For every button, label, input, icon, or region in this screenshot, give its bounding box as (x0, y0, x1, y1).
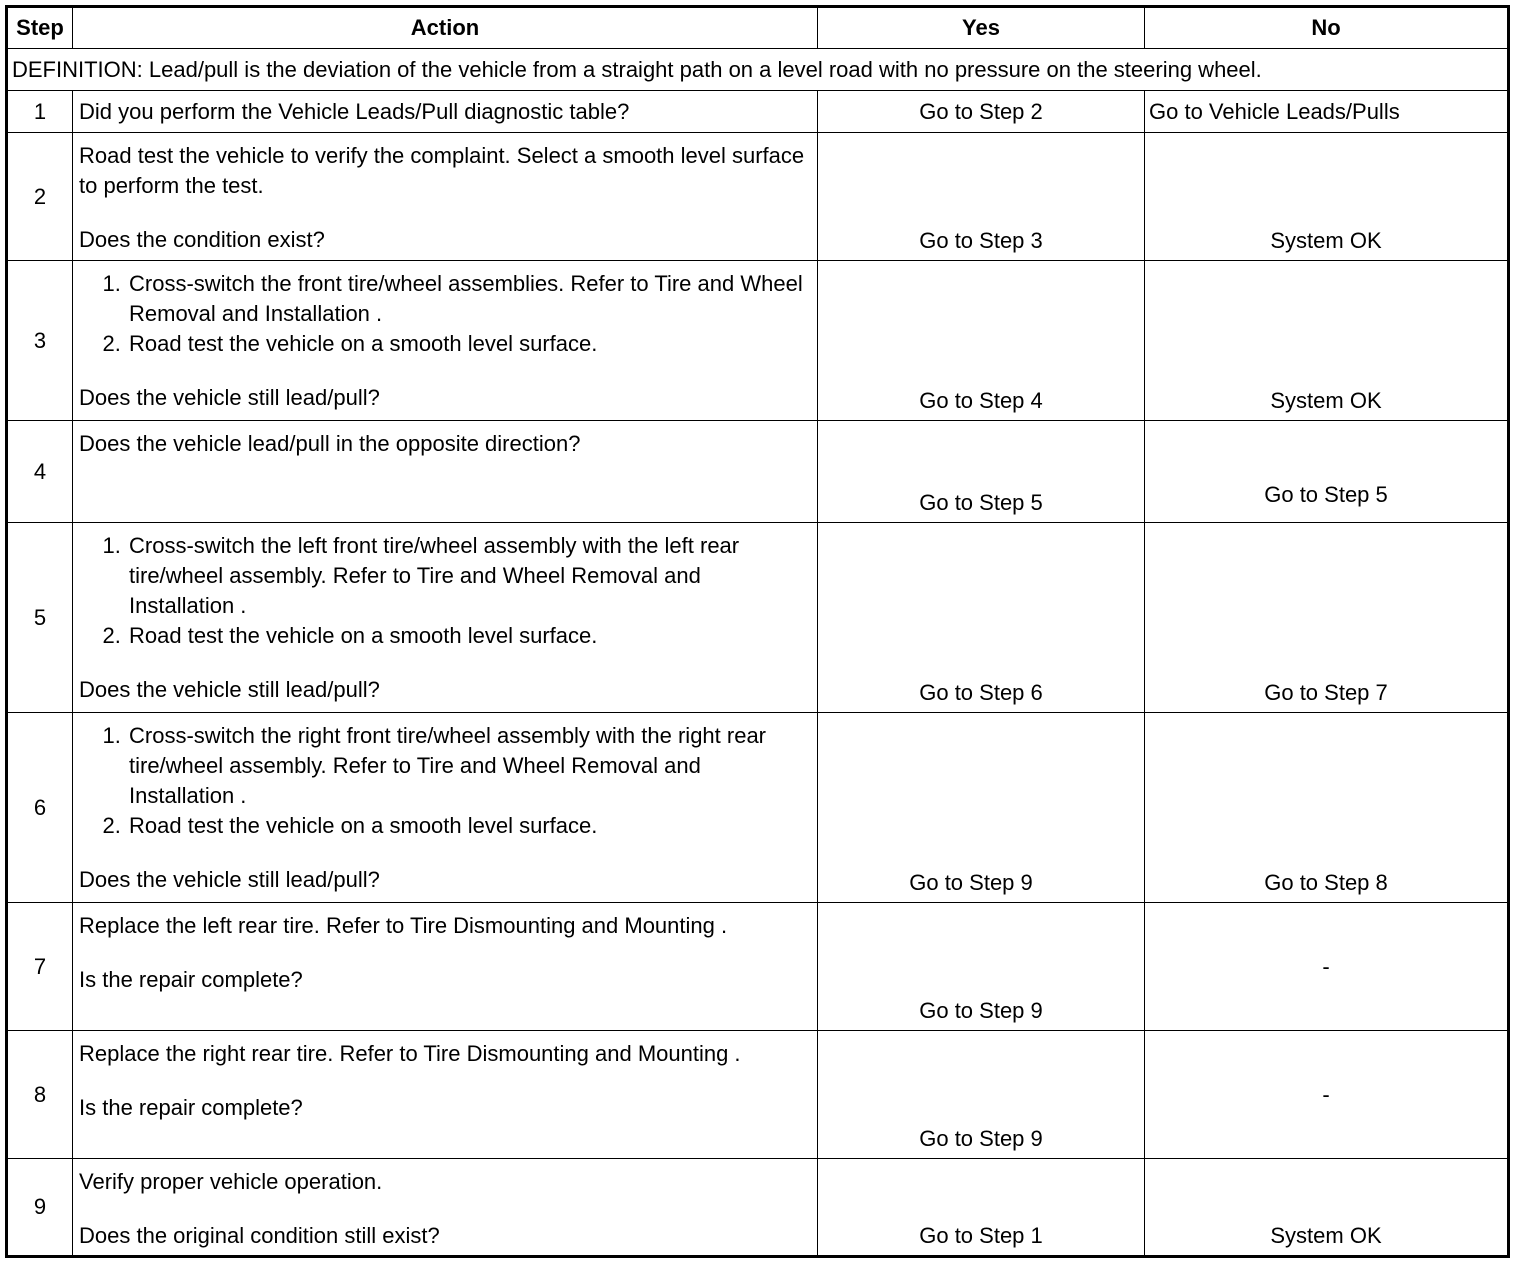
step-number: 8 (7, 1031, 73, 1159)
header-yes: Yes (818, 7, 1145, 49)
no-result: - (1145, 1031, 1509, 1159)
action-question: Does the vehicle still lead/pull? (79, 385, 380, 410)
action-text: Replace the right rear tire. Refer to Tire Dismounting and Mounting . (79, 1041, 741, 1066)
step-number: 6 (7, 713, 73, 903)
step-number: 2 (7, 133, 73, 261)
list-item: 2. Road test the vehicle on a smooth level surface. (127, 621, 811, 651)
no-result: Go to Step 5 (1145, 421, 1509, 523)
list-item: 2. Road test the vehicle on a smooth level surface. (127, 329, 811, 359)
table-row (7, 1159, 1509, 1257)
action-question: Does the vehicle still lead/pull? (79, 677, 380, 702)
list-item: 1. Cross-switch the front tire/wheel assemblies. Refer to Tire and Wheel Removal and Installation . (127, 269, 811, 329)
header-no: No (1145, 7, 1509, 49)
action-text: Replace the left rear tire. Refer to Tire Dismounting and Mounting . (79, 913, 728, 938)
definition-text: DEFINITION: Lead/pull is the deviation of the vehicle from a straight path on a level road with no pressure on the steering wheel. (7, 49, 1509, 91)
table-row (7, 523, 1509, 713)
action-cell (73, 133, 818, 261)
action-text: Verify proper vehicle operation. (79, 1169, 383, 1194)
yes-result: Go to Step 1 (818, 1159, 1145, 1257)
action-cell (73, 261, 818, 421)
definition-row (7, 49, 1509, 91)
step-number: 1 (7, 91, 73, 133)
action-cell (73, 713, 818, 903)
table-row (7, 903, 1509, 1031)
table-row (7, 1031, 1509, 1159)
no-result: System OK (1145, 1159, 1509, 1257)
no-result: System OK (1145, 261, 1509, 421)
no-result: Go to Step 7 (1145, 523, 1509, 713)
action-question: Is the repair complete? (79, 967, 303, 992)
action-question: Is the repair complete? (79, 1095, 303, 1120)
no-result: - (1145, 903, 1509, 1031)
action-cell (73, 523, 818, 713)
list-item: 1. Cross-switch the left front tire/wheel assembly with the left rear tire/wheel assembly. Refer to Tire and Wheel Removal and Installation . (127, 531, 811, 621)
step-number: 3 (7, 261, 73, 421)
yes-result: Go to Step 9 (818, 1031, 1145, 1159)
yes-result: Go to Step 9 (818, 713, 1145, 903)
action-list (79, 269, 811, 359)
table-row (7, 421, 1509, 523)
header-action: Action (73, 7, 818, 49)
action-cell (73, 903, 818, 1031)
action-text: Did you perform the Vehicle Leads/Pull diagnostic table? (73, 91, 818, 133)
yes-result: Go to Step 2 (818, 91, 1145, 133)
list-item: 1. Cross-switch the right front tire/wheel assembly with the right rear tire/wheel assembly. Refer to Tire and Wheel Removal and Installation . (127, 721, 811, 811)
yes-result: Go to Step 4 (818, 261, 1145, 421)
action-question: Does the condition exist? (79, 227, 325, 252)
step-number: 5 (7, 523, 73, 713)
no-result: Go to Vehicle Leads/Pulls (1145, 91, 1509, 133)
yes-result: Go to Step 6 (818, 523, 1145, 713)
action-question: Does the original condition still exist? (79, 1223, 440, 1248)
action-cell (73, 1159, 818, 1257)
list-item: 2. Road test the vehicle on a smooth level surface. (127, 811, 811, 841)
header-row (7, 7, 1509, 49)
action-list (79, 531, 811, 651)
action-text: Does the vehicle lead/pull in the opposite direction? (73, 421, 818, 523)
action-question: Does the vehicle still lead/pull? (79, 867, 380, 892)
table-row (7, 713, 1509, 903)
action-list (79, 721, 811, 841)
action-text: Road test the vehicle to verify the complaint. Select a smooth level surface to perform the test. (79, 143, 805, 198)
step-number: 9 (7, 1159, 73, 1257)
yes-result: Go to Step 5 (818, 421, 1145, 523)
header-step: Step (7, 7, 73, 49)
table-row (7, 91, 1509, 133)
step-number: 7 (7, 903, 73, 1031)
step-number: 4 (7, 421, 73, 523)
action-cell (73, 1031, 818, 1159)
diagnostic-table (5, 5, 1510, 1258)
no-result: Go to Step 8 (1145, 713, 1509, 903)
yes-result: Go to Step 9 (818, 903, 1145, 1031)
table-row (7, 133, 1509, 261)
no-result: System OK (1145, 133, 1509, 261)
table-row (7, 261, 1509, 421)
yes-result: Go to Step 3 (818, 133, 1145, 261)
